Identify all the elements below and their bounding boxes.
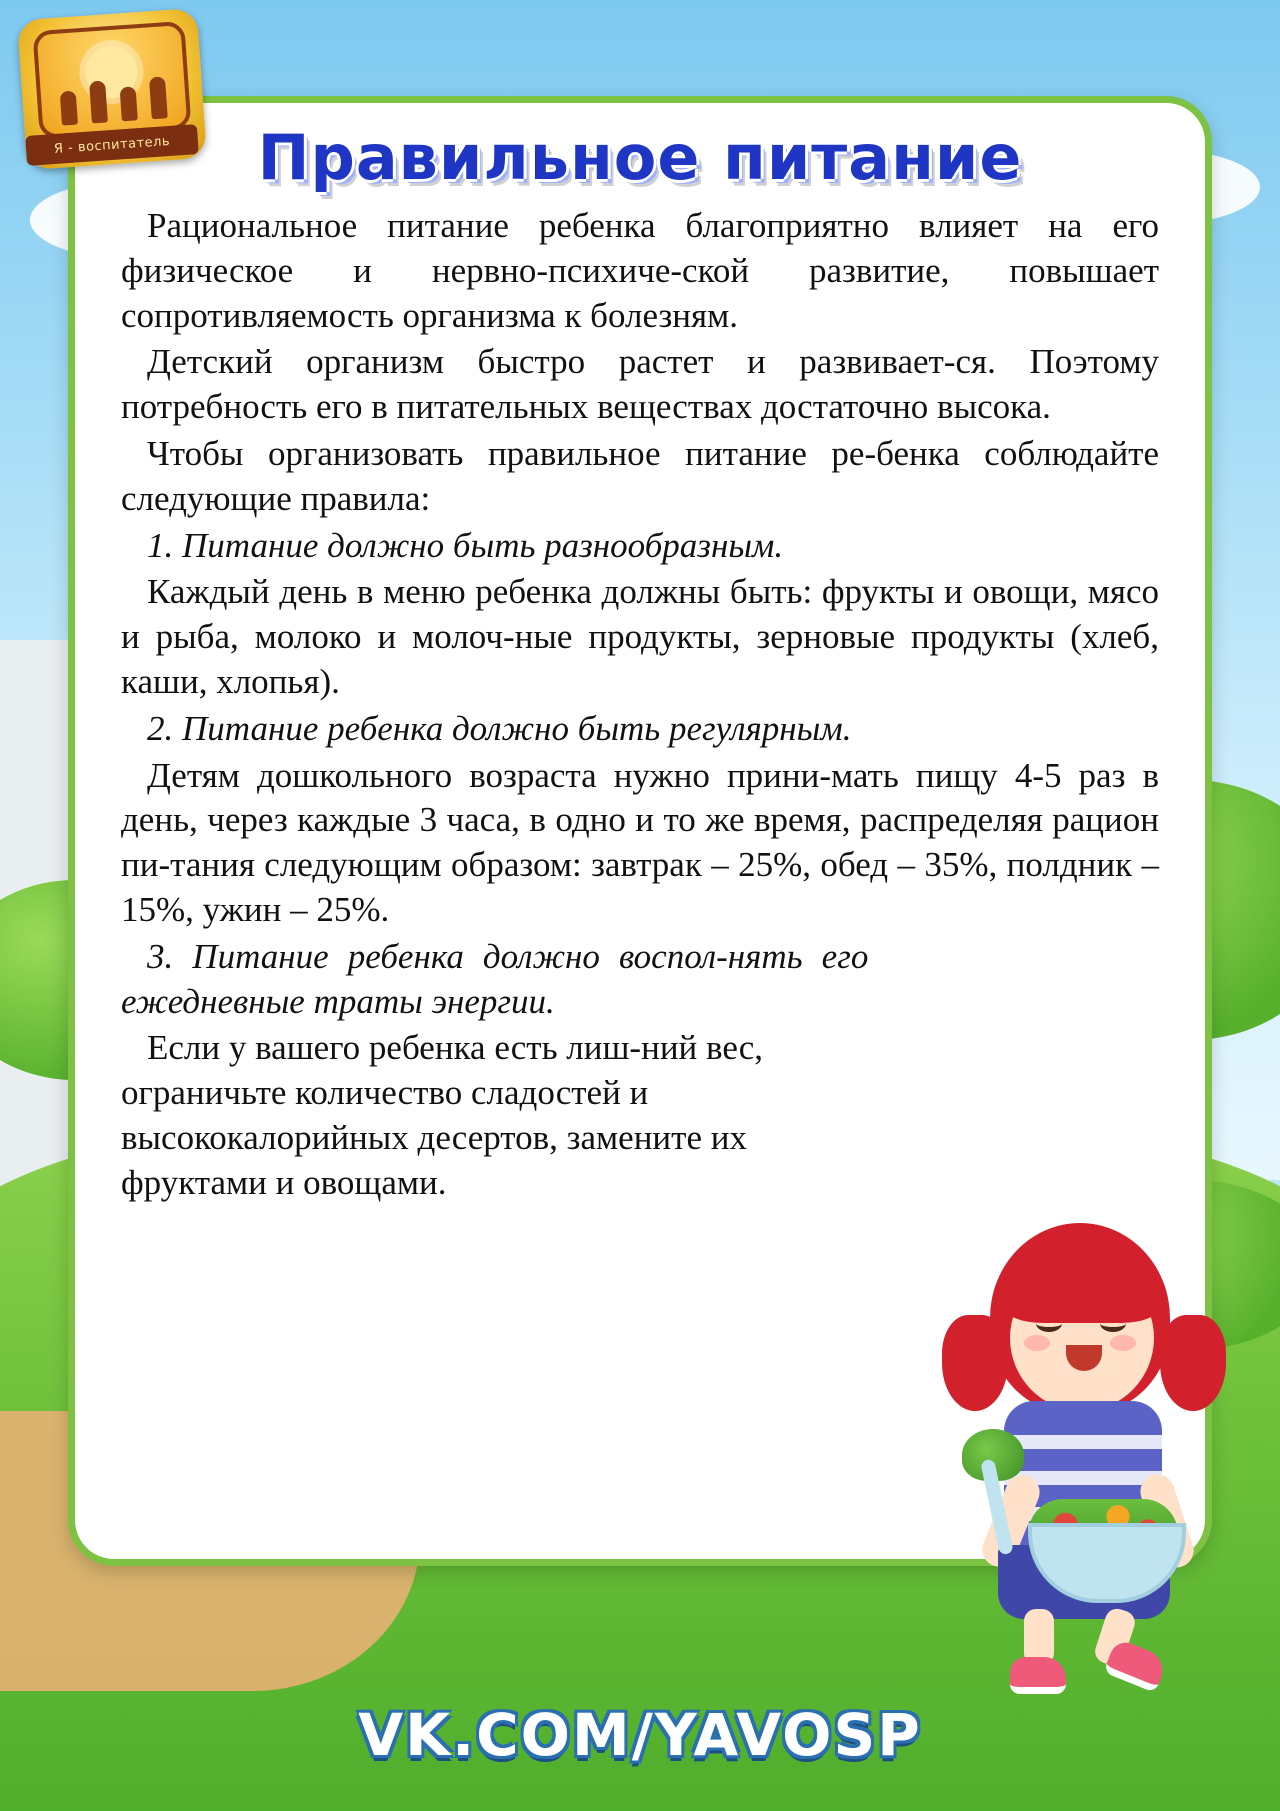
eye-icon: [1100, 1315, 1126, 1332]
figure-shape: [120, 86, 138, 121]
paragraph: Детям дошкольного возраста нужно прини-мать пищу 4-5 раз в день, через каждые 3 часа, в одно и то же время, распределяя рацион пи-тания следующим образом: завтрак – 25%, обед – 35%, полдник – 15%, ужин – 25%.: [121, 755, 1159, 930]
site-logo-badge[interactable]: [22, 14, 202, 164]
page-title: Правильное питание: [257, 121, 1023, 194]
fringe-icon: [1002, 1253, 1162, 1323]
stripe-shape: [1004, 1435, 1162, 1449]
footer-url[interactable]: VK.COM/YAVOSP: [358, 1701, 922, 1769]
rule-item: 3. Питание ребенка должно воспол-нять его ежедневные траты энергии.: [121, 936, 869, 1021]
article-body: [121, 204, 1159, 1206]
figure-shape: [60, 91, 78, 126]
cheek-shape: [1110, 1335, 1136, 1351]
family-figures-icon: [52, 72, 175, 126]
rule-item: 1. Питание должно быть разнообразным.: [147, 525, 784, 565]
paragraph: Каждый день в меню ребенка должны быть: фрукты и овощи, мясо и рыба, молоко и молоч-ные продукты, зерновые продукты (хлеб, каши, хлопья).: [121, 572, 1159, 702]
footer: [0, 1701, 1280, 1769]
paragraph: Детский организм быстро растет и развивает-ся. Поэтому потребность его в питательных веществах достаточно высока.: [121, 342, 1159, 427]
figure-shape: [149, 76, 168, 119]
paragraph: Чтобы организовать правильное питание ре-бенка соблюдайте следующие правила:: [121, 434, 1159, 518]
eye-icon: [1036, 1315, 1062, 1332]
pigtail-icon: [1160, 1315, 1226, 1411]
badge-inner-shape: [32, 21, 191, 139]
figure-shape: [89, 80, 108, 123]
paragraph: Рациональное питание ребенка благоприятно влияет на его физическое и нервно-психиче-ской развитие, повышает сопротивляемость организма к болезням.: [121, 206, 1159, 335]
logo-ribbon-label: Я - воспитатель: [25, 124, 199, 166]
pigtail-icon: [942, 1315, 1008, 1411]
shoe-icon: [1010, 1657, 1066, 1694]
girl-with-salad-illustration: [932, 1223, 1232, 1693]
cheek-shape: [1024, 1335, 1050, 1351]
rule-item: 2. Питание ребенка должно быть регулярным.: [147, 708, 852, 748]
paragraph: Если у вашего ребенка есть лиш-ний вес, ограничьте количество сладостей и высококалорийных десертов, замените их фруктами и овощами.: [121, 1028, 764, 1202]
